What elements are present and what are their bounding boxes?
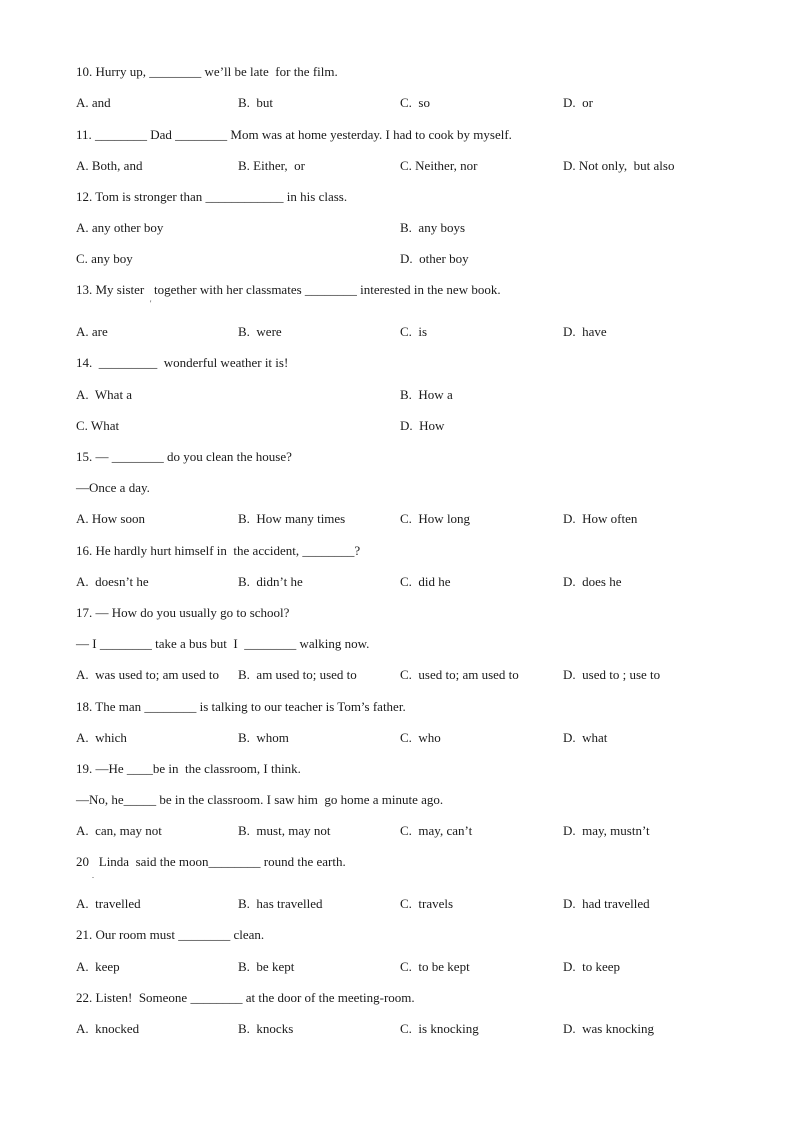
question-19-option-b: B. must, may not [238,823,331,838]
question-22-option-b: B. knocks [238,1021,294,1036]
question-18-option-d: D. what [563,730,608,745]
question-17-option-d: D. used to ; use to [563,667,661,682]
question-10-option-b: B. but [238,95,274,110]
question-15-option-b: B. How many times [238,511,346,526]
stray-mark: ' [150,299,152,308]
question-21-option-c: C. to be kept [400,959,470,974]
question-12-option-b: B. any boys [400,220,465,235]
question-10-option-a: A. and [76,95,111,110]
question-14-option-c: C. What [76,418,120,433]
question-12-option-a: A. any other boy [76,220,164,235]
question-11-stem: 11. ________ Dad ________ Mom was at home yesterday. I had to cook by myself. [76,127,512,142]
question-18-option-a: A. which [76,730,127,745]
question-22-stem: 22. Listen! Someone ________ at the door of the meeting-room. [76,990,415,1005]
question-18-option-c: C. who [400,730,441,745]
question-16-option-a: A. doesn’t he [76,574,149,589]
question-20-option-a: A. travelled [76,896,141,911]
question-11-option-a: A. Both, and [76,158,143,173]
question-13-option-b: B. were [238,324,282,339]
question-13-option-c: C. is [400,324,428,339]
question-20-option-b: B. has travelled [238,896,323,911]
question-16-option-c: C. did he [400,574,451,589]
question-17-option-c: C. used to; am used to [400,667,519,682]
question-12-option-c: C. any boy [76,251,133,266]
question-19-option-c: C. may, can’t [400,823,473,838]
question-19-option-d: D. may, mustn’t [563,823,650,838]
question-11-option-d: D. Not only, but also [563,158,675,173]
question-17-option-a: A. was used to; am used to [76,667,219,682]
question-18-option-b: B. whom [238,730,289,745]
question-17-stem: 17. — How do you usually go to school? [76,605,290,620]
question-21-stem: 21. Our room must ________ clean. [76,927,265,942]
question-22-option-d: D. was knocking [563,1021,654,1036]
question-12-option-d: D. other boy [400,251,469,266]
question-21-option-a: A. keep [76,959,120,974]
question-21-option-d: D. to keep [563,959,621,974]
question-15-reply: —Once a day. [76,480,150,495]
question-15-option-a: A. How soon [76,511,145,526]
question-17-reply: — I ________ take a bus but I ________ walking now. [76,636,370,651]
question-10-stem: 10. Hurry up, ________ we’ll be late for the film. [76,64,338,79]
question-16-option-b: B. didn’t he [238,574,303,589]
question-12-stem: 12. Tom is stronger than ____________ in his class. [76,189,348,204]
question-14-stem: 14. _________ wonderful weather it is! [76,355,289,370]
stray-mark: . [92,871,94,880]
question-10-option-c: C. so [400,95,430,110]
question-14-option-a: A. What a [76,387,133,402]
question-10-option-d: D. or [563,95,593,110]
question-15-option-d: D. How often [563,511,638,526]
question-11-option-b: B. Either, or [238,158,305,173]
question-22-option-c: C. is knocking [400,1021,479,1036]
question-19-reply: —No, he_____ be in the classroom. I saw him go home a minute ago. [76,792,444,807]
question-13-option-a: A. are [76,324,108,339]
question-18-stem: 18. The man ________ is talking to our teacher is Tom’s father. [76,699,406,714]
question-15-option-c: C. How long [400,511,471,526]
question-13-option-d: D. have [563,324,607,339]
question-20-option-d: D. had travelled [563,896,650,911]
question-14-option-b: B. How a [400,387,453,402]
question-20-option-c: C. travels [400,896,454,911]
question-13-stem: 13. My sister together with her classmates ________ interested in the new book. [76,282,501,297]
question-15-stem: 15. — ________ do you clean the house? [76,449,292,464]
question-22-option-a: A. knocked [76,1021,140,1036]
question-20-stem: 20 Linda said the moon________ round the earth. [76,854,346,869]
question-11-option-c: C. Neither, nor [400,158,478,173]
question-16-stem: 16. He hardly hurt himself in the accident, ________? [76,543,361,558]
question-16-option-d: D. does he [563,574,622,589]
question-19-stem: 19. —He ____be in the classroom, I think. [76,761,301,776]
question-17-option-b: B. am used to; used to [238,667,357,682]
question-14-option-d: D. How [400,418,445,433]
question-21-option-b: B. be kept [238,959,295,974]
question-19-option-a: A. can, may not [76,823,162,838]
